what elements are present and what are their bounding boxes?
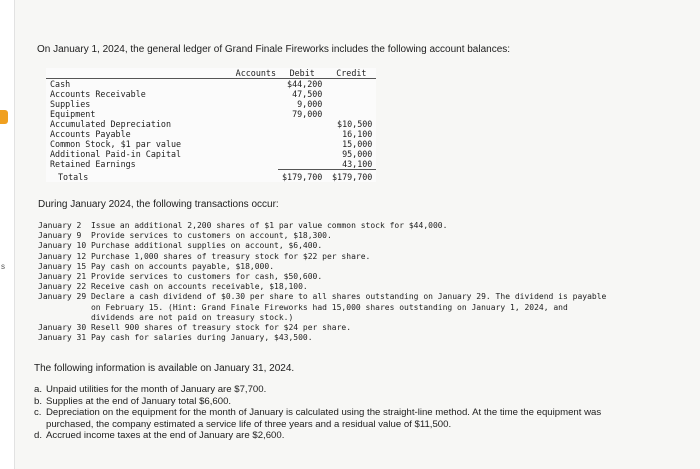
adjustment-text: Unpaid utilities for the month of January are $7,700. xyxy=(46,384,267,395)
table-header-row xyxy=(46,68,376,79)
account-name: Equipment xyxy=(50,109,96,119)
account-name: Accumulated Depreciation xyxy=(50,119,172,129)
question-marker[interactable] xyxy=(0,110,8,124)
transaction-line: January 31 Pay cash for salaries during January, $43,500. xyxy=(38,333,313,343)
transaction-line: January 22 Receive cash on accounts receivable, $18,100. xyxy=(38,282,308,292)
credit-amount: 95,000 xyxy=(342,149,373,159)
account-name: Retained Earnings xyxy=(50,159,136,169)
credit-amount: $10,500 xyxy=(337,119,373,129)
adjustment-text-continued: purchased, the company estimated a service life of three years and a residual value of $11,500. xyxy=(46,418,452,430)
transactions-heading: During January 2024, the following transactions occur: xyxy=(38,199,279,210)
ledger-row xyxy=(46,159,376,170)
ledger-row xyxy=(46,109,376,119)
account-name: Common Stock, $1 par value xyxy=(50,139,182,149)
account-name: Accounts Receivable xyxy=(50,89,146,99)
transaction-line: January 9 Provide services to customers on account, $18,300. xyxy=(38,231,332,241)
adjustment-label: c. xyxy=(34,407,42,419)
adjustment-text: Depreciation on the equipment for the month of January is calculated using the straight-line method. At the time the equipment was xyxy=(46,407,602,419)
transaction-line: January 30 Resell 900 shares of treasury stock for $24 per share. xyxy=(38,323,352,333)
intro-text: On January 1, 2024, the general ledger of Grand Finale Fireworks includes the following account balances: xyxy=(37,44,511,55)
debit-amount: 47,500 xyxy=(292,89,323,99)
transaction-line: dividends are not paid on treasury stock.) xyxy=(38,312,294,322)
credit-amount: 15,000 xyxy=(342,139,373,149)
adjustments-list xyxy=(34,384,690,442)
totals-label: Totals xyxy=(58,171,89,182)
transaction-line: on February 15. (Hint: Grand Finale Fireworks had 15,000 shares outstanding on January 1, 2024, and xyxy=(38,302,568,312)
debit-header: Debit xyxy=(278,68,326,79)
debit-amount xyxy=(278,149,326,159)
adjustment-label: d. xyxy=(34,430,43,442)
debit-amount: 9,000 xyxy=(297,99,323,109)
debit-amount xyxy=(278,119,326,129)
adjustment-item xyxy=(34,407,690,430)
account-name: Additional Paid-in Capital xyxy=(50,149,182,159)
adjustment-item xyxy=(34,396,690,408)
sidebar-fragment-label: s xyxy=(1,262,5,271)
left-sidebar-strip xyxy=(0,0,15,469)
totals-debit: $179,700 xyxy=(278,170,326,183)
debit-amount: 79,000 xyxy=(292,109,323,119)
ledger-row xyxy=(46,129,376,139)
totals-row xyxy=(46,170,376,183)
credit-amount xyxy=(326,99,376,109)
ledger-row xyxy=(46,149,376,159)
transaction-line: January 10 Purchase additional supplies on account, $6,400. xyxy=(38,241,323,251)
account-name: Cash xyxy=(50,79,71,89)
accounts-header: Accounts xyxy=(46,68,278,79)
totals-credit: $179,700 xyxy=(326,170,376,183)
debit-amount xyxy=(278,129,326,139)
adjustments-heading: The following information is available on January 31, 2024. xyxy=(34,363,295,374)
account-balances-table xyxy=(46,68,376,182)
transaction-line: January 29 Declare a cash dividend of $0.30 per share to all shares outstanding on January 29. The dividend is payable xyxy=(38,292,607,302)
transaction-line: January 2 Issue an additional 2,200 shares of $1 par value common stock for $44,000. xyxy=(38,221,448,230)
ledger-row xyxy=(46,139,376,149)
adjustment-label: a. xyxy=(34,384,43,395)
transaction-line: January 12 Purchase 1,000 shares of treasury stock for $22 per share. xyxy=(38,251,371,261)
ledger-row xyxy=(46,119,376,129)
adjustment-label: b. xyxy=(34,395,43,407)
debit-amount: $44,200 xyxy=(287,79,323,89)
transaction-line: January 15 Pay cash on accounts payable, $18,000. xyxy=(38,261,275,271)
transaction-line: January 21 Provide services to customers for cash, $50,600. xyxy=(38,272,323,282)
credit-amount xyxy=(326,79,376,90)
debit-amount xyxy=(278,159,326,170)
credit-amount: 43,100 xyxy=(342,159,373,169)
ledger-row xyxy=(46,89,376,99)
ledger-row xyxy=(46,99,376,109)
adjustment-text: Supplies at the end of January total $6,600. xyxy=(46,395,232,407)
ledger-row xyxy=(46,79,376,90)
adjustment-text: Accrued income taxes at the end of January are $2,600. xyxy=(46,430,285,442)
account-name: Supplies xyxy=(50,99,91,109)
credit-header: Credit xyxy=(326,68,376,79)
credit-amount xyxy=(326,109,376,119)
transactions-list xyxy=(38,221,606,343)
debit-amount xyxy=(278,139,326,149)
credit-amount: 16,100 xyxy=(342,129,373,139)
adjustment-item xyxy=(34,384,690,396)
adjustment-item xyxy=(34,430,690,442)
credit-amount xyxy=(326,89,376,99)
account-name: Accounts Payable xyxy=(50,129,131,139)
